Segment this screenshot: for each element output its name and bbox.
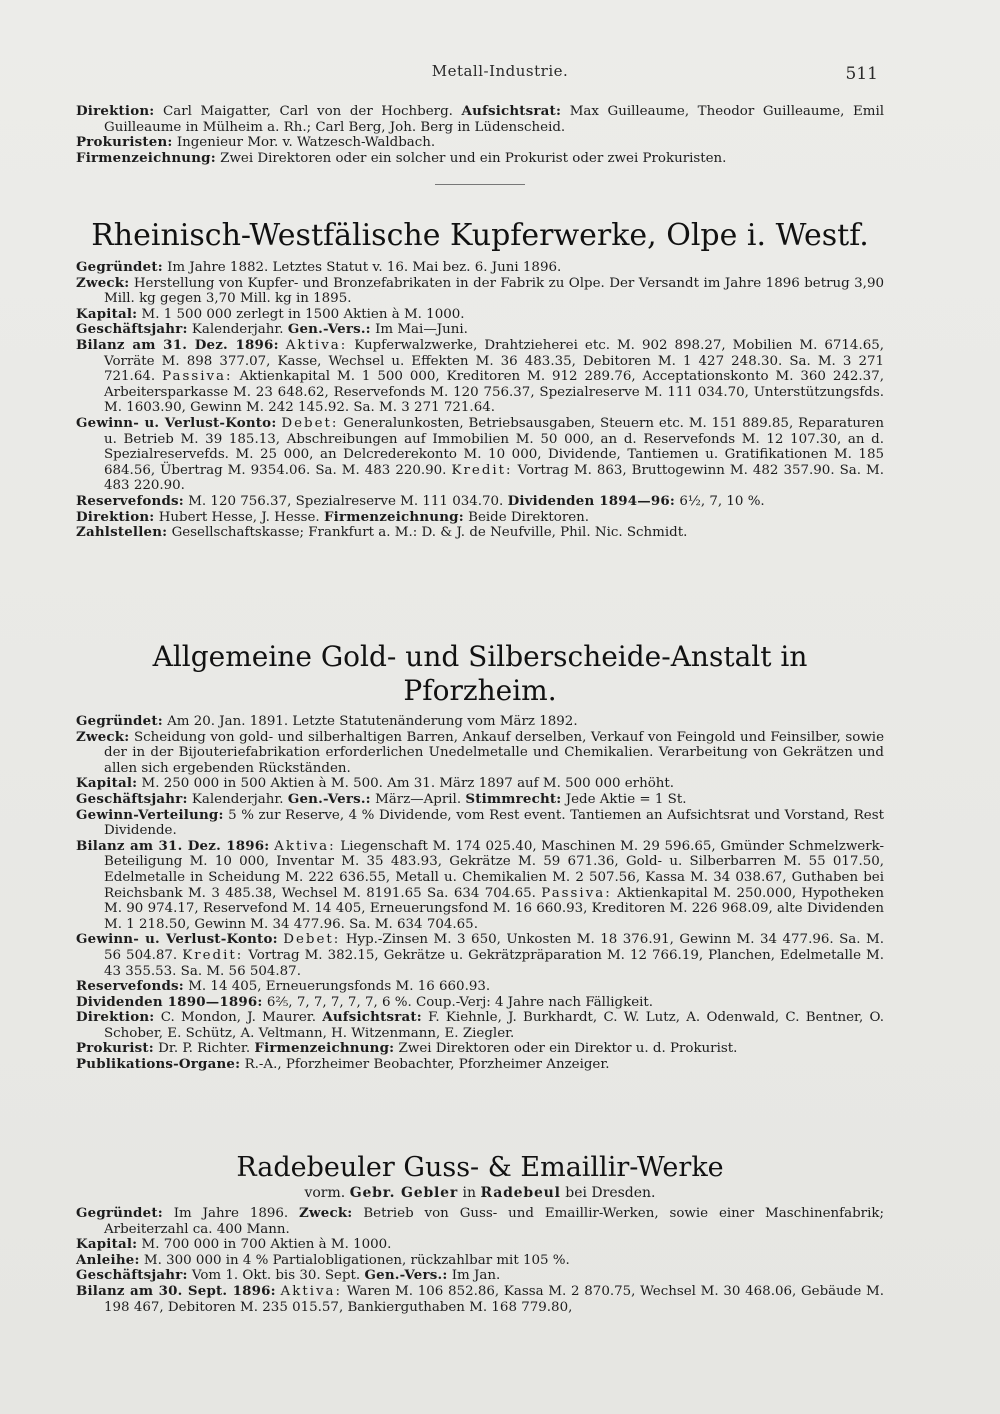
publikations-organe	[76, 1057, 884, 1073]
label: Gegründet:	[76, 713, 163, 729]
geschaeftsjahr	[76, 1268, 884, 1284]
label: Kredit:	[182, 947, 244, 963]
section-title: Rheinisch-Westfälische Kupferwerke, Olpe i. Westf.	[91, 218, 869, 253]
label: Firmenzeichnung:	[323, 508, 464, 525]
label: Gen.-Vers.:	[287, 790, 371, 807]
value: Max Guilleaume, Theodor Guilleaume, Emil Guilleaume in Mülheim a. Rh.; Carl Berg, Joh. Berg in Lüdenscheid.	[104, 104, 885, 135]
place-name: Radebeul	[480, 1185, 561, 1201]
reservefonds	[76, 979, 884, 995]
value: 6½, 7, 10 %.	[679, 493, 765, 509]
label: Geschäftsjahr:	[76, 790, 188, 807]
value: Vortrag M. 863, Bruttogewinn M. 482 357.90. Sa. M. 483 220.90.	[104, 462, 884, 494]
value: Im Jahre 1896.	[173, 1206, 289, 1221]
value: F. Kiehnle, J. Burkhardt, C. W. Lutz, A. Odenwald, C. Bentner, O. Schober, E. Schütz, A. Veltmann, H. Witzenmann, E. Ziegler.	[104, 1010, 884, 1041]
label: Aktiva:	[274, 838, 336, 854]
label: Gegründet:	[76, 259, 163, 275]
value: Kupferwalzwerke, Drahtzieherei etc. M. 902 898.27, Mobilien M. 6714.65, Vorräte M. 898 377.07, Kasse, Wechsel u. Effekten M. 36 483.35, Debitoren M. 1 427 248.30. Sa. M. 3 271 721.64.	[104, 337, 884, 385]
intro-firmenzeichnung	[76, 151, 884, 167]
section-kupferwerke	[76, 218, 884, 541]
value: in	[462, 1185, 476, 1201]
value: Dr. P. Richter.	[158, 1041, 251, 1057]
value: Hyp.-Zinsen M. 3 650, Unkosten M. 18 376.91, Gewinn M. 34 477.96. Sa. M. 56 504.87.	[104, 932, 885, 963]
value: Gesellschaftskasse; Frankfurt a. M.: D. & J. de Neufville, Phil. Nic. Schmidt.	[171, 525, 688, 541]
zahlstellen	[76, 525, 884, 541]
label: Gen.-Vers.:	[364, 1267, 448, 1284]
direktion	[76, 510, 884, 526]
label: Firmenzeichnung:	[76, 149, 216, 166]
gewinn-verteilung	[76, 808, 884, 839]
value: Beide Direktoren.	[468, 509, 590, 525]
value: Scheidung von gold- und silberhaltigen Barren, Ankauf derselben, Verkauf von Feingold und Feinsilber, sowie der in der Bijouteriefabrikation erforderlichen Unedelmetalle und Chemikalien. Verarbeitung von Gekrätzen und allen sich ergebenden Rückständen.	[104, 729, 884, 776]
value: Am 20. Jan. 1891. Letzte Statutenänderung vom März 1892.	[167, 714, 578, 729]
page-number: 511	[845, 64, 878, 84]
value: Zwei Direktoren oder ein solcher und ein Prokurist oder zwei Prokuristen.	[220, 150, 727, 166]
bilanz	[76, 839, 884, 933]
page-header	[0, 62, 1000, 92]
value: Im Jan.	[451, 1268, 501, 1284]
label: Aktiva:	[285, 337, 348, 353]
kapital	[76, 776, 884, 792]
value: Aktienkapital M. 1 500 000, Kreditoren M. 912 289.76, Acceptationskonto M. 360 242.37, Arbeitersparkasse M. 23 648.62, Reservefonds M. 120 756.37, Spezialreserve M. 111 034.70, Unterstützungsfds. M. 1603.90, Gewinn M. 242 145.92. Sa. M. 3 271 721.64.	[104, 369, 884, 416]
value: vorm.	[304, 1185, 346, 1201]
zweck	[76, 276, 884, 307]
label: Debet:	[281, 415, 339, 431]
label: Direktion:	[76, 1009, 155, 1026]
value: Jede Aktie = 1 St.	[565, 791, 687, 807]
label: Aktiva:	[280, 1283, 343, 1299]
label: Kapital:	[76, 305, 138, 322]
value: Waren M. 106 852.86, Kassa M. 2 870.75, Wechsel M. 30 468.06, Gebäude M. 198 467, Debitoren M. 235 015.57, Bankierguthaben M. 168 779.80,	[104, 1283, 884, 1315]
label: Direktion:	[76, 508, 155, 525]
value: Betrieb von Guss- und Emaillir-Werken, sowie einer Maschinenfabrik; Arbeiterzahl ca. 400 Mann.	[104, 1206, 884, 1237]
value: bei Dresden.	[565, 1185, 656, 1201]
label: Dividenden 1894—96:	[507, 492, 676, 509]
gegruendet	[76, 260, 884, 276]
value: Herstellung von Kupfer- und Bronzefabrikaten in der Fabrik zu Olpe. Der Versandt im Jahre 1896 betrug 3,90 Mill. kg gegen 3,70 Mill. kg in 1895.	[104, 275, 884, 307]
label: Gewinn-Verteilung:	[76, 806, 224, 823]
value: M. 700 000 in 700 Aktien à M. 1000.	[141, 1237, 392, 1253]
label: Passiva:	[162, 369, 233, 385]
label: Reservefonds:	[76, 492, 184, 509]
value: Liegenschaft M. 174 025.40, Maschinen M. 29 596.65, Gmünder Schmelzwerk-Beteiligung M. 10 000, Inventar M. 35 483.93, Gekrätze M. 59 671.36, Gold- u. Silberbarren M. 55 017.50, Edelmetalle in Scheidung M. 222 636.55, Metall u. Chemikalien M. 2 507.56, Kassa M. 34 038.67, Guthaben bei Reichsbank M. 3 485.38, Wechsel M. 8191.65 Sa. 634 704.65.	[104, 838, 885, 901]
divider	[435, 184, 525, 185]
value: März—April.	[375, 791, 462, 807]
value: C. Mondon, J. Maurer.	[160, 1010, 316, 1026]
section-radebeuler	[76, 1152, 884, 1315]
label: Zweck:	[76, 728, 130, 745]
dividenden	[76, 995, 884, 1011]
label: Direktion:	[76, 103, 155, 119]
label: Gen.-Vers.:	[287, 321, 371, 338]
geschaeftsjahr	[76, 322, 884, 338]
direktion	[76, 1010, 884, 1041]
value: Aktienkapital M. 250.000, Hypotheken M. 90 974.17, Reservefond M. 14 405, Erneuerungsfond M. 16 660.93, Kreditoren M. 226 968.09, alte Dividenden M. 1 218.50, Gewinn M. 34 477.96. Sa. M. 634 704.65.	[104, 885, 884, 932]
label: Reservefonds:	[76, 978, 184, 995]
kapital	[76, 307, 884, 323]
value: Im Mai—Juni.	[375, 322, 468, 338]
value: R.-A., Pforzheimer Beobachter, Pforzheimer Anzeiger.	[244, 1057, 610, 1073]
section-scheideanstalt	[76, 640, 884, 1073]
label: Stimmrecht:	[465, 790, 562, 807]
value: 6⅖, 7, 7, 7, 7, 7, 6 %. Coup.-Verj: 4 Jahre nach Fälligkeit.	[266, 994, 654, 1010]
kapital	[76, 1237, 884, 1253]
gewinn-verlust	[76, 416, 884, 494]
value: M. 300 000 in 4 % Partialobligationen, rückzahlbar mit 105 %.	[143, 1252, 570, 1268]
label: Firmenzeichnung:	[254, 1040, 395, 1057]
value: Im Jahre 1882. Letztes Statut v. 16. Mai bez. 6. Juni 1896.	[167, 260, 562, 275]
label: Bilanz am 31. Dez. 1896:	[76, 837, 270, 854]
value: Zwei Direktoren oder ein Direktor u. d. Prokurist.	[398, 1041, 738, 1057]
label: Dividenden 1890—1896:	[76, 993, 263, 1010]
value: Hubert Hesse, J. Hesse.	[158, 509, 320, 525]
gegruendet	[76, 714, 884, 730]
firm-name: Gebr. Gebler	[349, 1185, 459, 1201]
section-title: Radebeuler Guss- & Emaillir-Werke	[236, 1152, 724, 1183]
label: Prokuristen:	[76, 134, 173, 151]
intro-block	[76, 104, 884, 205]
label: Zahlstellen:	[76, 524, 168, 541]
value: Vom 1. Okt. bis 30. Sept.	[191, 1268, 361, 1284]
label: Gewinn- u. Verlust-Konto:	[76, 414, 277, 431]
gegruendet-zweck	[76, 1206, 884, 1237]
label: Aufsichtsrat:	[322, 1009, 422, 1026]
value: 5 % zur Reserve, 4 % Dividende, vom Rest event. Tantiemen an Aufsichtsrat und Vorstand, Rest Dividende.	[104, 807, 884, 839]
value: Carl Maigatter, Carl von der Hochberg.	[163, 104, 453, 119]
section-subtitle	[76, 1184, 884, 1202]
label: Geschäftsjahr:	[76, 1267, 188, 1284]
value: Kalenderjahr.	[191, 791, 284, 807]
label: Kapital:	[76, 775, 138, 792]
zweck	[76, 730, 884, 777]
section-title: Allgemeine Gold- und Silberscheide-Anstalt in Pforzheim.	[152, 640, 808, 707]
label: Aufsichtsrat:	[461, 103, 562, 119]
label: Prokurist:	[76, 1040, 154, 1057]
label: Gegründet:	[76, 1205, 163, 1221]
intro-prokuristen	[76, 135, 884, 151]
bilanz	[76, 338, 884, 416]
label: Publikations-Organe:	[76, 1056, 241, 1073]
value: Kalenderjahr.	[191, 322, 284, 338]
anleihe	[76, 1253, 884, 1269]
label: Geschäftsjahr:	[76, 321, 188, 338]
intro-direktion	[76, 104, 884, 135]
label: Debet:	[283, 932, 341, 948]
label: Zweck:	[299, 1205, 353, 1221]
geschaeftsjahr	[76, 792, 884, 808]
reservefonds	[76, 494, 884, 510]
value: M. 120 756.37, Spezialreserve M. 111 034.70.	[188, 493, 504, 509]
label: Passiva:	[541, 885, 612, 901]
value: M. 1 500 000 zerlegt in 1500 Aktien à M. 1000.	[141, 306, 465, 322]
value: M. 250 000 in 500 Aktien à M. 500. Am 31. März 1897 auf M. 500 000 erhöht.	[141, 776, 675, 792]
prokurist	[76, 1041, 884, 1057]
label: Kredit:	[451, 462, 513, 478]
label: Kapital:	[76, 1236, 138, 1253]
bilanz	[76, 1284, 884, 1315]
label: Gewinn- u. Verlust-Konto:	[76, 931, 278, 948]
value: Ingenieur Mor. v. Watzesch-Waldbach.	[176, 135, 436, 151]
value: Vortrag M. 382.15, Gekrätze u. Gekrätzpräparation M. 12 766.19, Planchen, Edelmetalle M. 43 355.53. Sa. M. 56 504.87.	[104, 947, 885, 979]
running-head: Metall-Industrie.	[431, 62, 569, 80]
label: Bilanz am 31. Dez. 1896:	[76, 336, 279, 353]
label: Zweck:	[76, 274, 130, 291]
label: Bilanz am 30. Sept. 1896:	[76, 1282, 276, 1299]
gewinn-verlust	[76, 932, 884, 979]
value: M. 14 405, Erneuerungsfonds M. 16 660.93.	[188, 979, 491, 995]
value: Generalunkosten, Betriebsausgaben, Steuern etc. M. 151 889.85, Reparaturen u. Betrieb M. 39 185.13, Abschreibungen auf Immobilien M. 50 000, an d. Reservefonds M. 12 107.30, an d. Spezialreservefds. M. 25 000, an Delcrederekonto M. 10 000, Dividende, Tantiemen u. Gratifikationen M. 185 684.56, Übertrag M. 9354.06. Sa. M. 483 220.90.	[104, 415, 884, 478]
label: Anleihe:	[76, 1251, 140, 1268]
